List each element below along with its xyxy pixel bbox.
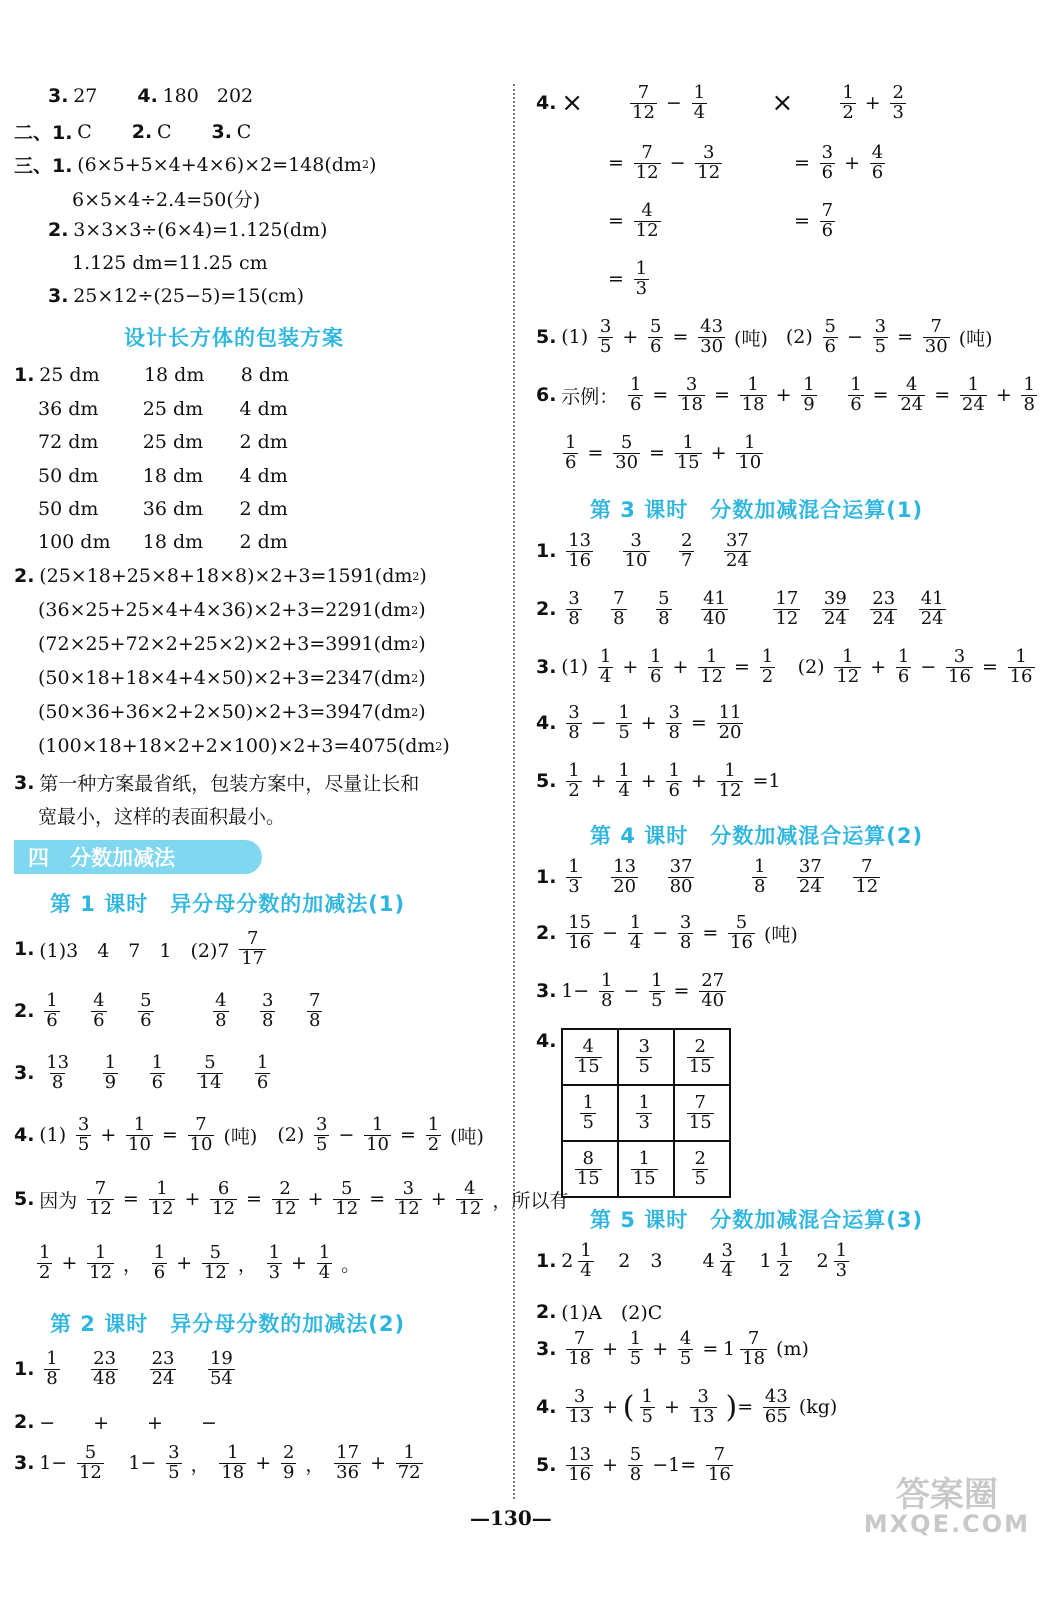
fraction: $\frac{3}{10}$ [624, 530, 648, 571]
fraction: $\frac{1}{5}$ [629, 1328, 642, 1369]
fraction: $\frac{37}{80}$ [669, 856, 693, 897]
grid-cell: $\frac{8}{15}$ [562, 1141, 618, 1197]
answer-line: 72 dm 25 dm 2 dm [38, 431, 288, 453]
answer-line: 50 dm 36 dm 2 dm [38, 498, 288, 520]
fraction: $\frac{13}{16}$ [568, 1444, 592, 1485]
answer-line: 1. $\frac{1}{8}$ $\frac{23}{48}$ $\frac{23}{24}$ $\frac{19}{54}$ [14, 1350, 244, 1389]
fraction: $\frac{1}{10}$ [738, 432, 762, 473]
answer-line: = $\frac{3}{6}$ + $\frac{4}{6}$ [794, 144, 894, 183]
fraction: $\frac{7}{8}$ [308, 990, 321, 1031]
grid-cell: $\frac{1}{5}$ [562, 1085, 618, 1141]
fraction: $\frac{4}{6}$ [93, 990, 105, 1031]
answer-line: 3. 1− $\frac{5}{12}$ 1− $\frac{3}{5}$ ， $\frac{1}{18}$ + $\frac{2}{9}$ ， $\frac{17}{36}$ + $\frac{1}{72}$ [14, 1444, 432, 1483]
fraction: $\frac{1}{18}$ [741, 374, 765, 415]
fraction: $\frac{7}{16}$ [707, 1444, 731, 1485]
fraction: $\frac{23}{24}$ [151, 1348, 175, 1389]
fraction: $\frac{11}{20}$ [718, 702, 742, 743]
answer-line: (100×18+18×2+2×100)×2+3=4075(dm 2 ) [38, 735, 450, 757]
fraction: $\frac{1}{9}$ [803, 374, 815, 415]
fraction: $\frac{1}{4}$ [580, 1240, 592, 1281]
answer-line: 2. $\frac{15}{16}$ − $\frac{1}{4}$ − $\frac{3}{8}$ = $\frac{5}{16}$ (吨) [536, 912, 798, 953]
lesson-heading: 第 5 课时 分数加减混合运算(3) [590, 1208, 924, 1232]
fraction: $\frac{41}{24}$ [920, 588, 944, 629]
fraction: $\frac{1}{2}$ [39, 1242, 51, 1283]
answer-line: 3. $\frac{7}{18}$ + $\frac{1}{5}$ + $\frac{4}{5}$ = 1 $\frac{7}{18}$ (m) [536, 1328, 809, 1369]
fraction: $\frac{1}{12}$ [150, 1178, 174, 1219]
fraction: $\frac{39}{24}$ [823, 588, 847, 629]
answer-line: = $\frac{7}{6}$ [794, 202, 844, 241]
fraction: $\frac{2}{7}$ [681, 530, 693, 571]
answer-line: 5. $\frac{13}{16}$ + $\frac{5}{8}$ −1= $\frac{7}{16}$ [536, 1446, 742, 1485]
answer-line: (36×25+25×4+4×36)×2+3=2291(dm 2 ) [38, 599, 426, 621]
answer-line: 4. $\frac{3}{8}$ − $\frac{1}{5}$ + $\frac{3}{8}$ = $\frac{11}{20}$ [536, 704, 752, 743]
fraction: $\frac{7}{17}$ [241, 928, 265, 969]
fraction: $\frac{2}{3}$ [892, 82, 904, 123]
answer-line: (72×25+72×2+25×2)×2+3=3991(dm 2 ) [38, 633, 426, 655]
fraction: $\frac{4}{6}$ [871, 142, 884, 183]
fraction: $\frac{1}{6}$ [256, 1052, 269, 1093]
grid-cell: $\frac{7}{15}$ [674, 1085, 730, 1141]
fraction: $\frac{1}{4}$ [693, 82, 706, 123]
fraction: $\frac{3}{5}$ [168, 1442, 180, 1483]
answer-line: 3. 1− $\frac{1}{8}$ − $\frac{1}{5}$ = $\frac{27}{40}$ [536, 972, 735, 1011]
magic-square-grid [561, 1028, 731, 1198]
fraction: $\frac{1}{2}$ [427, 1114, 440, 1155]
fraction: $\frac{3}{18}$ [680, 374, 703, 415]
column-divider [513, 84, 515, 1499]
lesson-heading: 第 1 课时 异分母分数的加减法(1) [50, 892, 406, 916]
fraction: $\frac{3}{8}$ [568, 588, 580, 629]
lesson-heading: 第 4 课时 分数加减混合运算(2) [590, 824, 924, 848]
answer-line: 1. $\frac{1}{3}$ $\frac{13}{20}$ $\frac{37}{80}$ $\frac{1}{8}$ $\frac{37}{24}$ $\frac{7}{12}$ [536, 858, 889, 897]
fraction: $\frac{1}{12}$ [718, 760, 742, 801]
fraction: $\frac{23}{24}$ [872, 588, 896, 629]
fraction: $\frac{3}{8}$ [262, 990, 274, 1031]
answer-line: $\frac{1}{6}$ = $\frac{5}{30}$ = $\frac{1}{15}$ + $\frac{1}{10}$ [558, 434, 772, 473]
fraction: $\frac{17}{12}$ [775, 588, 799, 629]
answer-line: 5. 因为 $\frac{7}{12}$ = $\frac{1}{12}$ + $\frac{6}{12}$ = $\frac{2}{12}$ + $\frac{5}{12}$ = $\frac{3}{12}$ + $\frac{4}{12}$ ，所以有 [14, 1178, 569, 1219]
fraction: $\frac{37}{24}$ [798, 856, 822, 897]
fraction: $\frac{1}{4}$ [618, 760, 630, 801]
answer-line: 二、1. C 2. C 3. C [14, 120, 252, 144]
fraction: $\frac{5}{14}$ [198, 1052, 222, 1093]
answer-line: 3. 27 4. 180 202 [48, 85, 254, 107]
fraction: $\frac{2}{9}$ [282, 1442, 295, 1483]
fraction: $\frac{1}{12}$ [89, 1242, 113, 1283]
fraction: $\frac{4}{8}$ [215, 990, 227, 1031]
fraction: $\frac{1}{9}$ [104, 1052, 117, 1093]
fraction: $\frac{3}{5}$ [315, 1114, 328, 1155]
fraction: $\frac{1}{6}$ [850, 374, 862, 415]
fraction: $\frac{3}{16}$ [948, 646, 971, 687]
fraction: $\frac{7}{12}$ [635, 142, 659, 183]
fraction: $\frac{1}{5}$ [641, 1386, 653, 1427]
answer-line: 4. (1) $\frac{3}{5}$ + $\frac{1}{10}$ = $\frac{7}{10}$ (吨) (2) $\frac{3}{5}$ − $\frac{1}{10}$ = $\frac{1}{2}$ (吨) [14, 1114, 484, 1155]
fraction: $\frac{1}{24}$ [961, 374, 985, 415]
answer-line: 2. $\frac{1}{6}$ $\frac{4}{6}$ $\frac{5}{6}$ $\frac{4}{8}$ $\frac{3}{8}$ $\frac{7}{8}$ [14, 992, 331, 1031]
fraction: $\frac{1}{2}$ [568, 760, 580, 801]
fraction: $\frac{27}{40}$ [701, 970, 725, 1011]
fraction: $\frac{3}{13}$ [691, 1386, 715, 1427]
fraction: $\frac{1}{6}$ [151, 1052, 164, 1093]
fraction: $\frac{1}{10}$ [128, 1114, 151, 1155]
lesson-heading: 第 3 课时 分数加减混合运算(1) [590, 498, 924, 522]
fraction: $\frac{1}{18}$ [221, 1442, 245, 1483]
answer-line: $\frac{1}{2}$ + $\frac{1}{12}$ ， $\frac{1}{6}$ + $\frac{5}{12}$ ， $\frac{1}{3}$ + $\frac{1}{4}$ 。 [39, 1242, 361, 1283]
answer-line: 1. 2 $\frac{1}{4}$ 2 3 4 $\frac{3}{4}$ 1 $\frac{1}{2}$ 2 $\frac{1}{3}$ [536, 1242, 858, 1281]
fraction: $\frac{7}{12}$ [855, 856, 879, 897]
fraction: $\frac{3}{5}$ [77, 1114, 90, 1155]
lesson-heading: 第 2 课时 异分母分数的加减法(2) [50, 1312, 406, 1336]
fraction: $\frac{1}{8}$ [46, 1348, 58, 1389]
fraction: $\frac{1}{3}$ [568, 856, 580, 897]
grid-cell: $\frac{1}{15}$ [618, 1141, 674, 1197]
fraction: $\frac{7}{18}$ [568, 1328, 592, 1369]
fraction: $\frac{1}{6}$ [650, 646, 662, 687]
fraction: $\frac{5}{16}$ [730, 912, 753, 953]
unit-banner: 四 分数加减法 [14, 840, 262, 874]
answer-line: 2. (1)A (2)C [536, 1300, 663, 1324]
fraction: $\frac{5}{30}$ [615, 432, 639, 473]
answer-line: = $\frac{1}{3}$ [608, 260, 658, 299]
fraction: $\frac{7}{8}$ [613, 588, 625, 629]
fraction: $\frac{1}{2}$ [778, 1240, 791, 1281]
fraction: $\frac{3}{13}$ [568, 1386, 592, 1427]
fraction: $\frac{1}{15}$ [676, 432, 700, 473]
fraction: $\frac{1}{4}$ [629, 912, 642, 953]
fraction: $\frac{4}{12}$ [635, 200, 659, 241]
answer-line: 1.125 dm=11.25 cm [72, 252, 268, 274]
answer-line: 3. 25×12÷(25−5)=15(cm) [48, 285, 304, 307]
fraction: $\frac{5}{12}$ [335, 1178, 359, 1219]
fraction: $\frac{5}{6}$ [650, 316, 662, 357]
answer-line: 1. (1)3 4 7 1 (2)7 $\frac{7}{17}$ [14, 930, 275, 969]
fraction: $\frac{1}{3}$ [835, 1240, 848, 1281]
answer-line: (50×36+36×2+2×50)×2+3=3947(dm 2 ) [38, 701, 426, 723]
fraction: $\frac{1}{6}$ [668, 760, 680, 801]
answer-line: (50×18+18×4+4×50)×2+3=2347(dm 2 ) [38, 667, 426, 689]
fraction: $\frac{1}{4}$ [599, 646, 612, 687]
fraction: $\frac{17}{36}$ [336, 1442, 360, 1483]
fraction: $\frac{43}{65}$ [764, 1386, 788, 1427]
fraction: $\frac{1}{6}$ [565, 432, 577, 473]
fraction: $\frac{7}{30}$ [924, 316, 948, 357]
answer-line: 3. (1) $\frac{1}{4}$ + $\frac{1}{6}$ + $\frac{1}{12}$ = $\frac{1}{2}$ (2) $\frac{1}{12}$ + $\frac{1}{6}$ − $\frac{3}{16}$ = $\frac{1}{16}$ [536, 648, 1044, 687]
fraction: $\frac{1}{72}$ [397, 1442, 421, 1483]
fraction: $\frac{1}{2}$ [842, 82, 854, 123]
grid-cell: $\frac{4}{15}$ [562, 1029, 618, 1085]
fraction: $\frac{1}{4}$ [318, 1242, 331, 1283]
fraction: $\frac{41}{40}$ [703, 588, 726, 629]
fraction: $\frac{5}{8}$ [658, 588, 670, 629]
fraction: $\frac{3}{8}$ [668, 702, 680, 743]
fraction: $\frac{43}{30}$ [700, 316, 724, 357]
fraction: $\frac{23}{48}$ [93, 1348, 117, 1389]
fraction: $\frac{1}{8}$ [600, 970, 613, 1011]
fraction: $\frac{13}{20}$ [613, 856, 637, 897]
fraction: $\frac{6}{12}$ [212, 1178, 236, 1219]
fraction: $\frac{37}{24}$ [725, 530, 749, 571]
fraction: $\frac{13}{16}$ [568, 530, 592, 571]
fraction: $\frac{3}{8}$ [568, 702, 580, 743]
fraction: $\frac{1}{8}$ [753, 856, 766, 897]
fraction: $\frac{1}{6}$ [46, 990, 58, 1031]
answer-line: 三、1. (6×5+5×4+4×6)×2=148(dm 2 ) [14, 153, 377, 177]
fraction: $\frac{15}{16}$ [568, 912, 592, 953]
fraction: $\frac{7}{6}$ [821, 200, 834, 241]
fraction: $\frac{7}{12}$ [632, 82, 655, 123]
fraction: $\frac{5}{12}$ [78, 1442, 102, 1483]
fraction: $\frac{1}{3}$ [635, 258, 648, 299]
fraction: $\frac{7}{18}$ [742, 1328, 766, 1369]
answer-line: 2. (25×18+25×8+18×8)×2+3=1591(dm 2 ) [14, 565, 427, 587]
fraction: $\frac{1}{12}$ [836, 646, 860, 687]
answer-line: 100 dm 18 dm 2 dm [38, 531, 288, 553]
answer-line: 5. $\frac{1}{2}$ + $\frac{1}{4}$ + $\frac{1}{6}$ + $\frac{1}{12}$ =1 [536, 760, 781, 801]
answer-line: 3. $\frac{13}{8}$ $\frac{1}{9}$ $\frac{1}{6}$ $\frac{5}{14}$ $\frac{1}{6}$ [14, 1054, 279, 1093]
page-number: —130— [470, 1506, 552, 1530]
answer-line: 4. × $\frac{7}{12}$ − $\frac{1}{4}$ × $\frac{1}{2}$ + $\frac{2}{3}$ [536, 84, 915, 123]
answer-line: 1. $\frac{13}{16}$ $\frac{3}{10}$ $\frac{2}{7}$ $\frac{37}{24}$ [536, 532, 760, 571]
fraction: $\frac{3}{5}$ [874, 316, 887, 357]
answer-line: 6×5×4÷2.4=50(分) [72, 189, 261, 211]
answer-line: 5. (1) $\frac{3}{5}$ + $\frac{5}{6}$ = $\frac{43}{30}$ (吨) (2) $\frac{5}{6}$ − $\frac{3}{5}$ = $\frac{7}{30}$ (吨) [536, 316, 993, 357]
answer-line: = $\frac{4}{12}$ [608, 202, 670, 241]
answer-line: 36 dm 25 dm 4 dm [38, 398, 288, 420]
fraction: $\frac{5}{8}$ [629, 1444, 642, 1485]
fraction: $\frac{4}{12}$ [458, 1178, 482, 1219]
fraction: $\frac{3}{12}$ [697, 142, 721, 183]
fraction: $\frac{1}{16}$ [1009, 646, 1033, 687]
answer-line: 50 dm 18 dm 4 dm [38, 465, 288, 487]
fraction: $\frac{7}{12}$ [88, 1178, 112, 1219]
fraction: $\frac{3}{12}$ [396, 1178, 420, 1219]
answer-line: 2. $\frac{3}{8}$ $\frac{7}{8}$ $\frac{5}{8}$ $\frac{41}{40}$ $\frac{17}{12}$ $\frac{39}{24}$ $\frac{23}{24}$ $\frac{41}{24}$ [536, 590, 955, 629]
section-heading: 设计长方体的包装方案 [124, 326, 344, 350]
fraction: $\frac{13}{8}$ [46, 1052, 70, 1093]
fraction: $\frac{7}{10}$ [189, 1114, 213, 1155]
answer-line: 6. 示例： $\frac{1}{6}$ = $\frac{3}{18}$ = $\frac{1}{18}$ + $\frac{1}{9}$ $\frac{1}{6}$ = $\frac{4}{24}$ = $\frac{1}{24}$ + $\frac{1}{8}$ [536, 376, 1046, 415]
grid-cell: $\frac{3}{5}$ [618, 1029, 674, 1085]
fraction: $\frac{1}{6}$ [897, 646, 910, 687]
grid-cell: $\frac{1}{3}$ [618, 1085, 674, 1141]
answer-line: 宽最小，这样的表面积最小。 [38, 806, 286, 828]
fraction: $\frac{4}{24}$ [900, 374, 924, 415]
fraction: $\frac{5}{6}$ [824, 316, 836, 357]
answer-line: 4. $\frac{3}{13}$ + ( $\frac{1}{5}$ + $\frac{3}{13}$ ) = $\frac{43}{65}$ (kg) [536, 1386, 838, 1427]
fraction: $\frac{1}{6}$ [629, 374, 642, 415]
fraction: $\frac{4}{5}$ [679, 1328, 692, 1369]
fraction: $\frac{5}{6}$ [140, 990, 152, 1031]
fraction: $\frac{1}{3}$ [268, 1242, 281, 1283]
fraction: $\frac{1}{8}$ [1023, 374, 1035, 415]
grid-cell: $\frac{2}{15}$ [674, 1029, 730, 1085]
fraction: $\frac{3}{6}$ [821, 142, 834, 183]
fraction: $\frac{3}{5}$ [599, 316, 612, 357]
fraction: $\frac{19}{54}$ [209, 1348, 233, 1389]
fraction: $\frac{1}{5}$ [618, 702, 630, 743]
watermark: 答案圈 MXQE.COM [863, 1475, 1030, 1538]
fraction: $\frac{3}{8}$ [679, 912, 692, 953]
answer-line: 4. $\frac{4}{15}$ $\frac{3}{5}$ $\frac{2}{15}$ $\frac{1}{5}$ $\frac{1}{3}$ $\frac{7}{15}$ $\frac{8}{15}$ $\frac{1}{15}$ $\frac{2}{5}$ [536, 1028, 731, 1198]
answer-line: 2. − + + − [14, 1410, 217, 1434]
answer-line: 2. 3×3×3÷(6×4)=1.125(dm) [48, 219, 328, 241]
fraction: $\frac{2}{12}$ [273, 1178, 297, 1219]
fraction: $\frac{1}{6}$ [153, 1242, 166, 1283]
answer-line: 3. 第一种方案最省纸，包装方案中，尽量让长和 [14, 771, 420, 795]
fraction: $\frac{1}{5}$ [651, 970, 663, 1011]
fraction: $\frac{5}{12}$ [203, 1242, 227, 1283]
fraction: $\frac{1}{2}$ [761, 646, 774, 687]
fraction: $\frac{1}{12}$ [700, 646, 724, 687]
fraction: $\frac{1}{10}$ [366, 1114, 390, 1155]
grid-cell: $\frac{2}{5}$ [674, 1141, 730, 1197]
fraction: $\frac{3}{4}$ [721, 1240, 733, 1281]
answer-line: 1. 25 dm 18 dm 8 dm [14, 364, 290, 386]
answer-line: = $\frac{7}{12}$ − $\frac{3}{12}$ [608, 144, 731, 183]
